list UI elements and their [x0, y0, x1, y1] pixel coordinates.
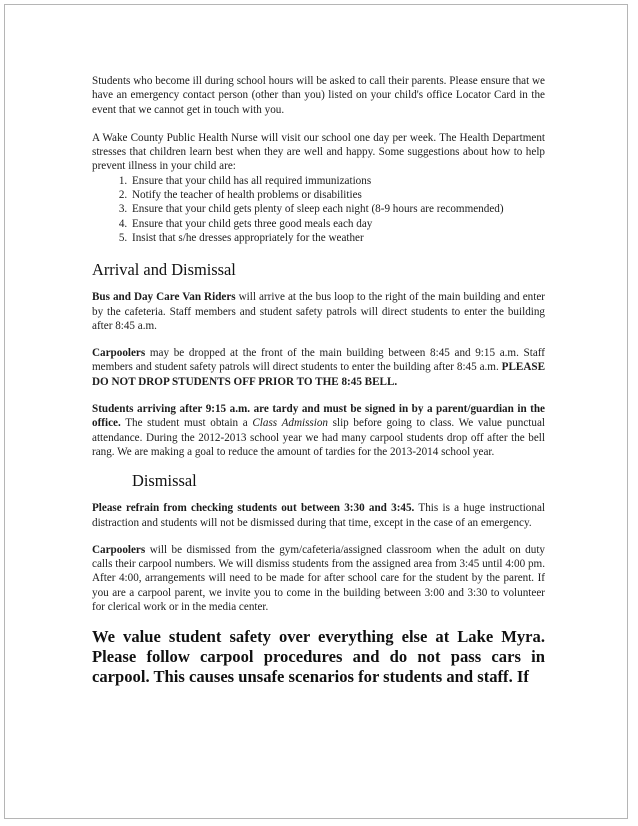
arrival-dismissal-heading: Arrival and Dismissal [92, 260, 236, 280]
list-item: 3. Ensure that your child gets plenty of sleep each night (8-9 hours are recommended) [130, 202, 545, 216]
carpool-arrival-text: may be dropped at the front of the main building between 8:45 and 9:15 a.m. Staff members and student safety patrols will direct students to enter the building after 8:45 a.m. [92, 347, 545, 374]
illness-prevention-list [92, 174, 545, 245]
list-item: 1. Ensure that your child has all required immunizations [130, 174, 545, 188]
tardy-text-1: The student must obtain a [120, 417, 253, 430]
dismissal-heading: Dismissal [132, 471, 197, 491]
tardy-lead: Students arriving after 9:15 a.m. are tardy and must be signed in by a parent/guardian in the office. [92, 403, 545, 430]
drop-off-warning: PLEASE DO NOT DROP STUDENTS OFF PRIOR TO THE 8:45 BELL. [92, 361, 545, 388]
carpool-dismissal-paragraph [92, 543, 545, 614]
ill-students-paragraph: Students who become ill during school hours will be asked to call their parents. Please ensure that we have an emergency contact person (other than you) listed on your child's office Locator Card in the event that we cannot get in touch with you. [92, 75, 545, 116]
checkout-text: This is a huge instructional distraction and students will not be dismissed during that time, except in the case of an emergency. [92, 502, 545, 529]
tardy-paragraph [92, 402, 545, 459]
carpool-dismissal-text: will be dismissed from the gym/cafeteria/assigned classroom when the adult on duty calls their carpool numbers. We will dismiss students from the assigned area from 3:45 until 4:00 pm. After 4:00, arrangements will need to be made for after school care for the student by the parent. If you are a carpool parent, we invite you to come in the building between 3:00 and 3:30 to volunteer for clerical work or in the media center. [92, 543, 545, 614]
checkout-lead: Please refrain from checking students out between 3:30 and 3:45. [92, 502, 415, 515]
carpool-arrival-lead: Carpoolers [92, 347, 146, 360]
document-body [92, 74, 545, 687]
health-nurse-paragraph: A Wake County Public Health Nurse will visit our school one day per week. The Health Department stresses that children learn best when they are well and happy. Some suggestions about how to help prevent illness in your child are: [92, 131, 545, 173]
carpool-dismissal-lead: Carpoolers [92, 543, 146, 556]
checkout-paragraph [92, 501, 545, 530]
list-item: 5. Insist that s/he dresses appropriately for the weather [130, 231, 545, 245]
tardy-text-2: slip before going to class. We value punctual attendance. During the 2012-2013 school year we had many carpool students drop off after the bell rang. We are making a goal to reduce the amount of tardies for the 2013-2014 school year. [92, 417, 545, 458]
bus-riders-lead: Bus and Day Care Van Riders [92, 291, 236, 304]
carpool-arrival-paragraph [92, 346, 545, 389]
list-item: 2. Notify the teacher of health problems or disabilities [130, 188, 545, 202]
bus-riders-paragraph [92, 290, 545, 333]
safety-statement: We value student safety over everything else at Lake Myra. Please follow carpool procedures and do not pass cars in carpool. This causes unsafe scenarios for students and staff. If [92, 627, 545, 687]
list-item: 4. Ensure that your child gets three good meals each day [130, 217, 545, 231]
bus-riders-text: will arrive at the bus loop to the right of the main building and enter by the cafeteria. Staff members and student safety patrols will direct students to enter the building after 8:45 a.m. [92, 291, 545, 332]
class-admission-term: Class Admission [252, 417, 328, 430]
